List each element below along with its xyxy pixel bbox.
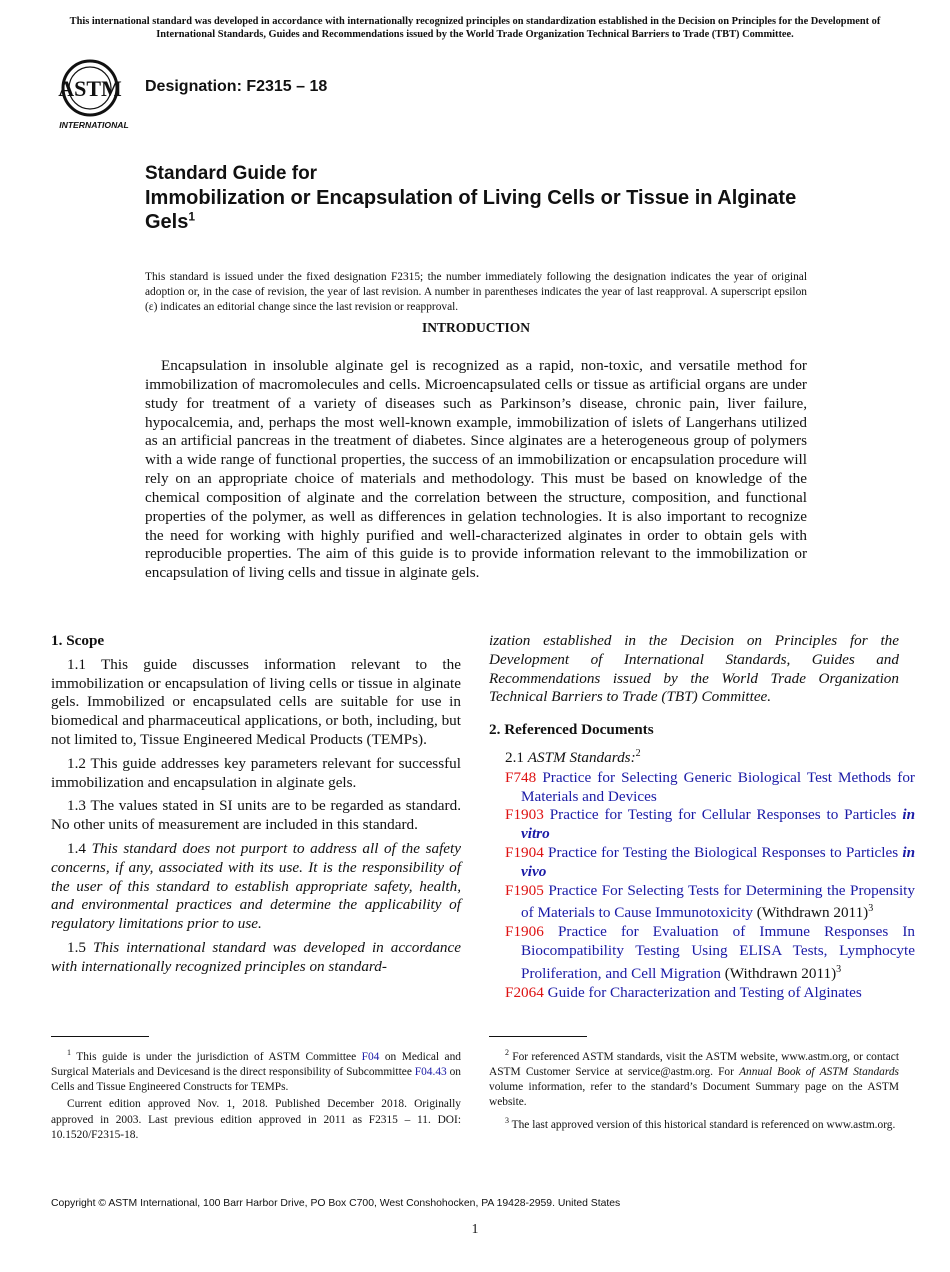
ref-mark: 3 xyxy=(868,903,874,915)
tbt-notice: This international standard was developed in accordance with internationally recognized principles on standardization established in the Decision on Principles for the Development of International Standards, Guides and Recommendations issued by the World Trade Organization Technical Barriers to Trade (TBT) Committee. xyxy=(69,16,881,40)
sub-mark: 2 xyxy=(635,747,641,759)
left-column xyxy=(51,632,461,982)
scope-1-5-text: This international standard was developed in accordance with internationally recognized principles on standard- xyxy=(51,938,462,975)
footnote-3-mark: 3 xyxy=(505,1115,509,1125)
title-main-text: Immobilization or Encapsulation of Living Cells or Tissue in Alginate Gels xyxy=(145,187,797,233)
ref-code[interactable]: F748 xyxy=(505,768,537,786)
scope-1-4-text: This standard does not purport to address all of the safety concerns, if any, associated with its use. It is the responsibility of the user of this standard to establish appropriate safety, health, and environmental practices and determine the applicability of regulatory limitations prior to use. xyxy=(51,839,462,933)
reference-item[interactable] xyxy=(505,882,915,924)
reference-item[interactable] xyxy=(505,806,915,844)
scope-heading: 1. Scope xyxy=(51,632,105,649)
scope-1-1: 1.1 This guide discusses information relevant to the immobilization or encapsulation of living cells or tissue in alginate gels. Immobilized or encapsulated cells are suitable for use in biomedical and pharmaceutical applications, or both, including, but not limited to, Tissue Engineered Medical Products (TEMPs). xyxy=(51,655,461,748)
introduction-heading: INTRODUCTION xyxy=(421,320,530,335)
reference-item[interactable] xyxy=(505,984,915,1003)
ref-withdrawn: (Withdrawn 2011) xyxy=(756,904,869,922)
title-block xyxy=(145,162,845,234)
scope-1-5-num: 1.5 xyxy=(67,938,86,956)
ref-code[interactable]: F1906 xyxy=(505,923,544,941)
right-column xyxy=(489,632,916,1003)
scope-1-3: 1.3 The values stated in SI units are to be regarded as standard. No other units of measurement are included in this standard. xyxy=(51,797,461,834)
footnote-3-text: The last approved version of this historical standard is referenced on www.astm.org. xyxy=(511,1118,896,1131)
astm-logo-graphic xyxy=(52,58,136,132)
ref-title[interactable]: Guide for Characterization and Testing of Alginates xyxy=(547,983,862,1001)
reference-item[interactable] xyxy=(505,923,915,983)
ref-withdrawn: (Withdrawn 2011) xyxy=(724,964,837,982)
ref-title[interactable] xyxy=(521,806,915,842)
reference-item[interactable] xyxy=(505,769,915,807)
scope-1-2: 1.2 This guide addresses key parameters relevant for successful immobilization and encapsulation in alginate gels. xyxy=(51,754,461,791)
ref-title-text[interactable]: Practice for Testing for Cellular Responses to Particles xyxy=(549,806,897,824)
title-lead: Standard Guide for xyxy=(145,163,318,184)
footnote-2-mark: 2 xyxy=(505,1048,509,1057)
footnotes-left xyxy=(51,1045,461,1145)
title-footnote-mark: 1 xyxy=(188,209,196,224)
footnote-1-text-a: This guide is under the jurisdiction of ASTM Committee xyxy=(76,1050,357,1063)
ref-title-emphasis[interactable]: in vivo xyxy=(521,844,916,880)
ref-title-emphasis[interactable]: in vitro xyxy=(521,806,916,843)
designation: Designation: F2315 – 18 xyxy=(145,78,328,95)
ref-title[interactable]: Practice for Selecting Generic Biological Test Methods for Materials and Devices xyxy=(521,768,915,805)
issued-note: This standard is issued under the fixed designation F2315; the number immediately following the designation indicates the year of original adoption or, in the case of revision, the year of last revision. A number in parentheses indicates the year of last reapproval. A superscript epsilon (ε) indicates an editorial change since the last revision or reapproval. xyxy=(145,271,807,314)
astm-standards-subheading xyxy=(489,745,899,768)
sub-label: ASTM Standards: xyxy=(527,749,636,767)
sub-num: 2.1 xyxy=(505,749,524,767)
ref-title[interactable] xyxy=(521,844,915,880)
footnote-1-text-b: on Medical and Surgical Materials and Devicesand is the direct responsibility of Subcommittee xyxy=(51,1050,461,1078)
reference-item[interactable] xyxy=(505,844,915,882)
ref-title-text[interactable]: Practice for Testing the Biological Responses to Particles xyxy=(548,844,899,862)
ref-code[interactable]: F1903 xyxy=(505,806,544,824)
scope-1-4-num: 1.4 xyxy=(67,839,86,857)
ref-title[interactable]: Practice for Evaluation of Immune Responses In Biocompatibility Testing Using ELISA Tests, Lymphocyte Proliferation, and Cell Migration xyxy=(521,923,916,982)
ref-code[interactable]: F1905 xyxy=(505,881,544,899)
footnote-3 xyxy=(489,1113,899,1133)
footnote-2-text-b: volume information, refer to the standard’s Document Summary page on the ASTM website. xyxy=(489,1081,899,1109)
introduction-text: Encapsulation in insoluble alginate gel is recognized as a rapid, non-toxic, and versatile method for immobilization of macromolecules and cells. Microencapsulated cells or tissue as artificial organs are under study for treatment of a variety of diseases such as Parkinson’s disease, chronic pain, liver failure, hypocalcemia, and, perhaps the most well-known example, immobilization of islets of Langerhans utilized as an artificial pancreas in the treatment of diabetes. Since alginates are a heterogeneous group of polymers with a wide range of functional properties, the success of an immobilization or encapsulation procedure will rely on an appropriate choice of materials and methodology. This must be based on knowledge of the chemical composition of alginate and the correlation between the structure, composition, and functional properties of the polymer, as well as differences in gelation technologies. It is also important to recognize the need for working with highly purified and well-characterized alginates in order to obtain gels with reproducible properties. The aim of this guide is to provide information relevant to the immobilization or encapsulation of living cells and tissue in alginate gels. xyxy=(145,357,807,582)
ref-code[interactable]: F2064 xyxy=(505,983,544,1001)
scope-1-4 xyxy=(51,840,461,934)
copyright: Copyright © ASTM International, 100 Barr Harbor Drive, PO Box C700, West Conshohocken, PA 19428-2959. United States xyxy=(51,1198,621,1209)
footnote-rule-right xyxy=(489,1036,587,1037)
ref-code[interactable]: F1904 xyxy=(505,844,544,862)
footnote-1-text-c: on Cells and Tissue Engineered Constructs for TEMPs. xyxy=(51,1066,461,1094)
page-number: 1 xyxy=(471,1221,479,1236)
subcommittee-link[interactable]: F04.43 xyxy=(414,1066,447,1078)
committee-link[interactable]: F04 xyxy=(361,1050,380,1063)
title-main xyxy=(145,186,845,234)
ref-mark: 3 xyxy=(836,963,842,975)
scope-1-5 xyxy=(51,939,461,977)
footnote-rule-left xyxy=(51,1036,149,1037)
footnote-1-mark: 1 xyxy=(67,1048,71,1057)
astm-logo xyxy=(52,58,136,132)
scope-1-5-continued: ization established in the Decision on Principles for the Development of International Standards, Guides and Recommendations issued by the World Trade Organization Technical Barriers to Trade (TBT) Committee. xyxy=(489,632,899,706)
referenced-documents-heading: 2. Referenced Documents xyxy=(489,721,654,739)
logo-subtext: INTERNATIONAL xyxy=(59,120,129,130)
footnote-2 xyxy=(489,1045,899,1111)
edition-note: Current edition approved Nov. 1, 2018. Published December 2018. Originally approved in 2003. Last previous edition approved in 2011 as F2315 – 11. DOI: 10.1520/F2315-18. xyxy=(51,1098,461,1141)
footnote-2-text-a: For referenced ASTM standards, visit the ASTM website, www.astm.org, or contact ASTM Customer Service at service@astm.org. For xyxy=(489,1050,899,1078)
footnote-1 xyxy=(51,1045,461,1095)
ref-title[interactable]: Practice For Selecting Tests for Determining the Propensity of Materials to Cause Immunotoxicity xyxy=(521,881,915,922)
footnote-2-emphasis: Annual Book of ASTM Standards xyxy=(739,1066,899,1078)
logo-text: ASTM xyxy=(58,76,122,101)
footnotes-right xyxy=(489,1045,899,1135)
